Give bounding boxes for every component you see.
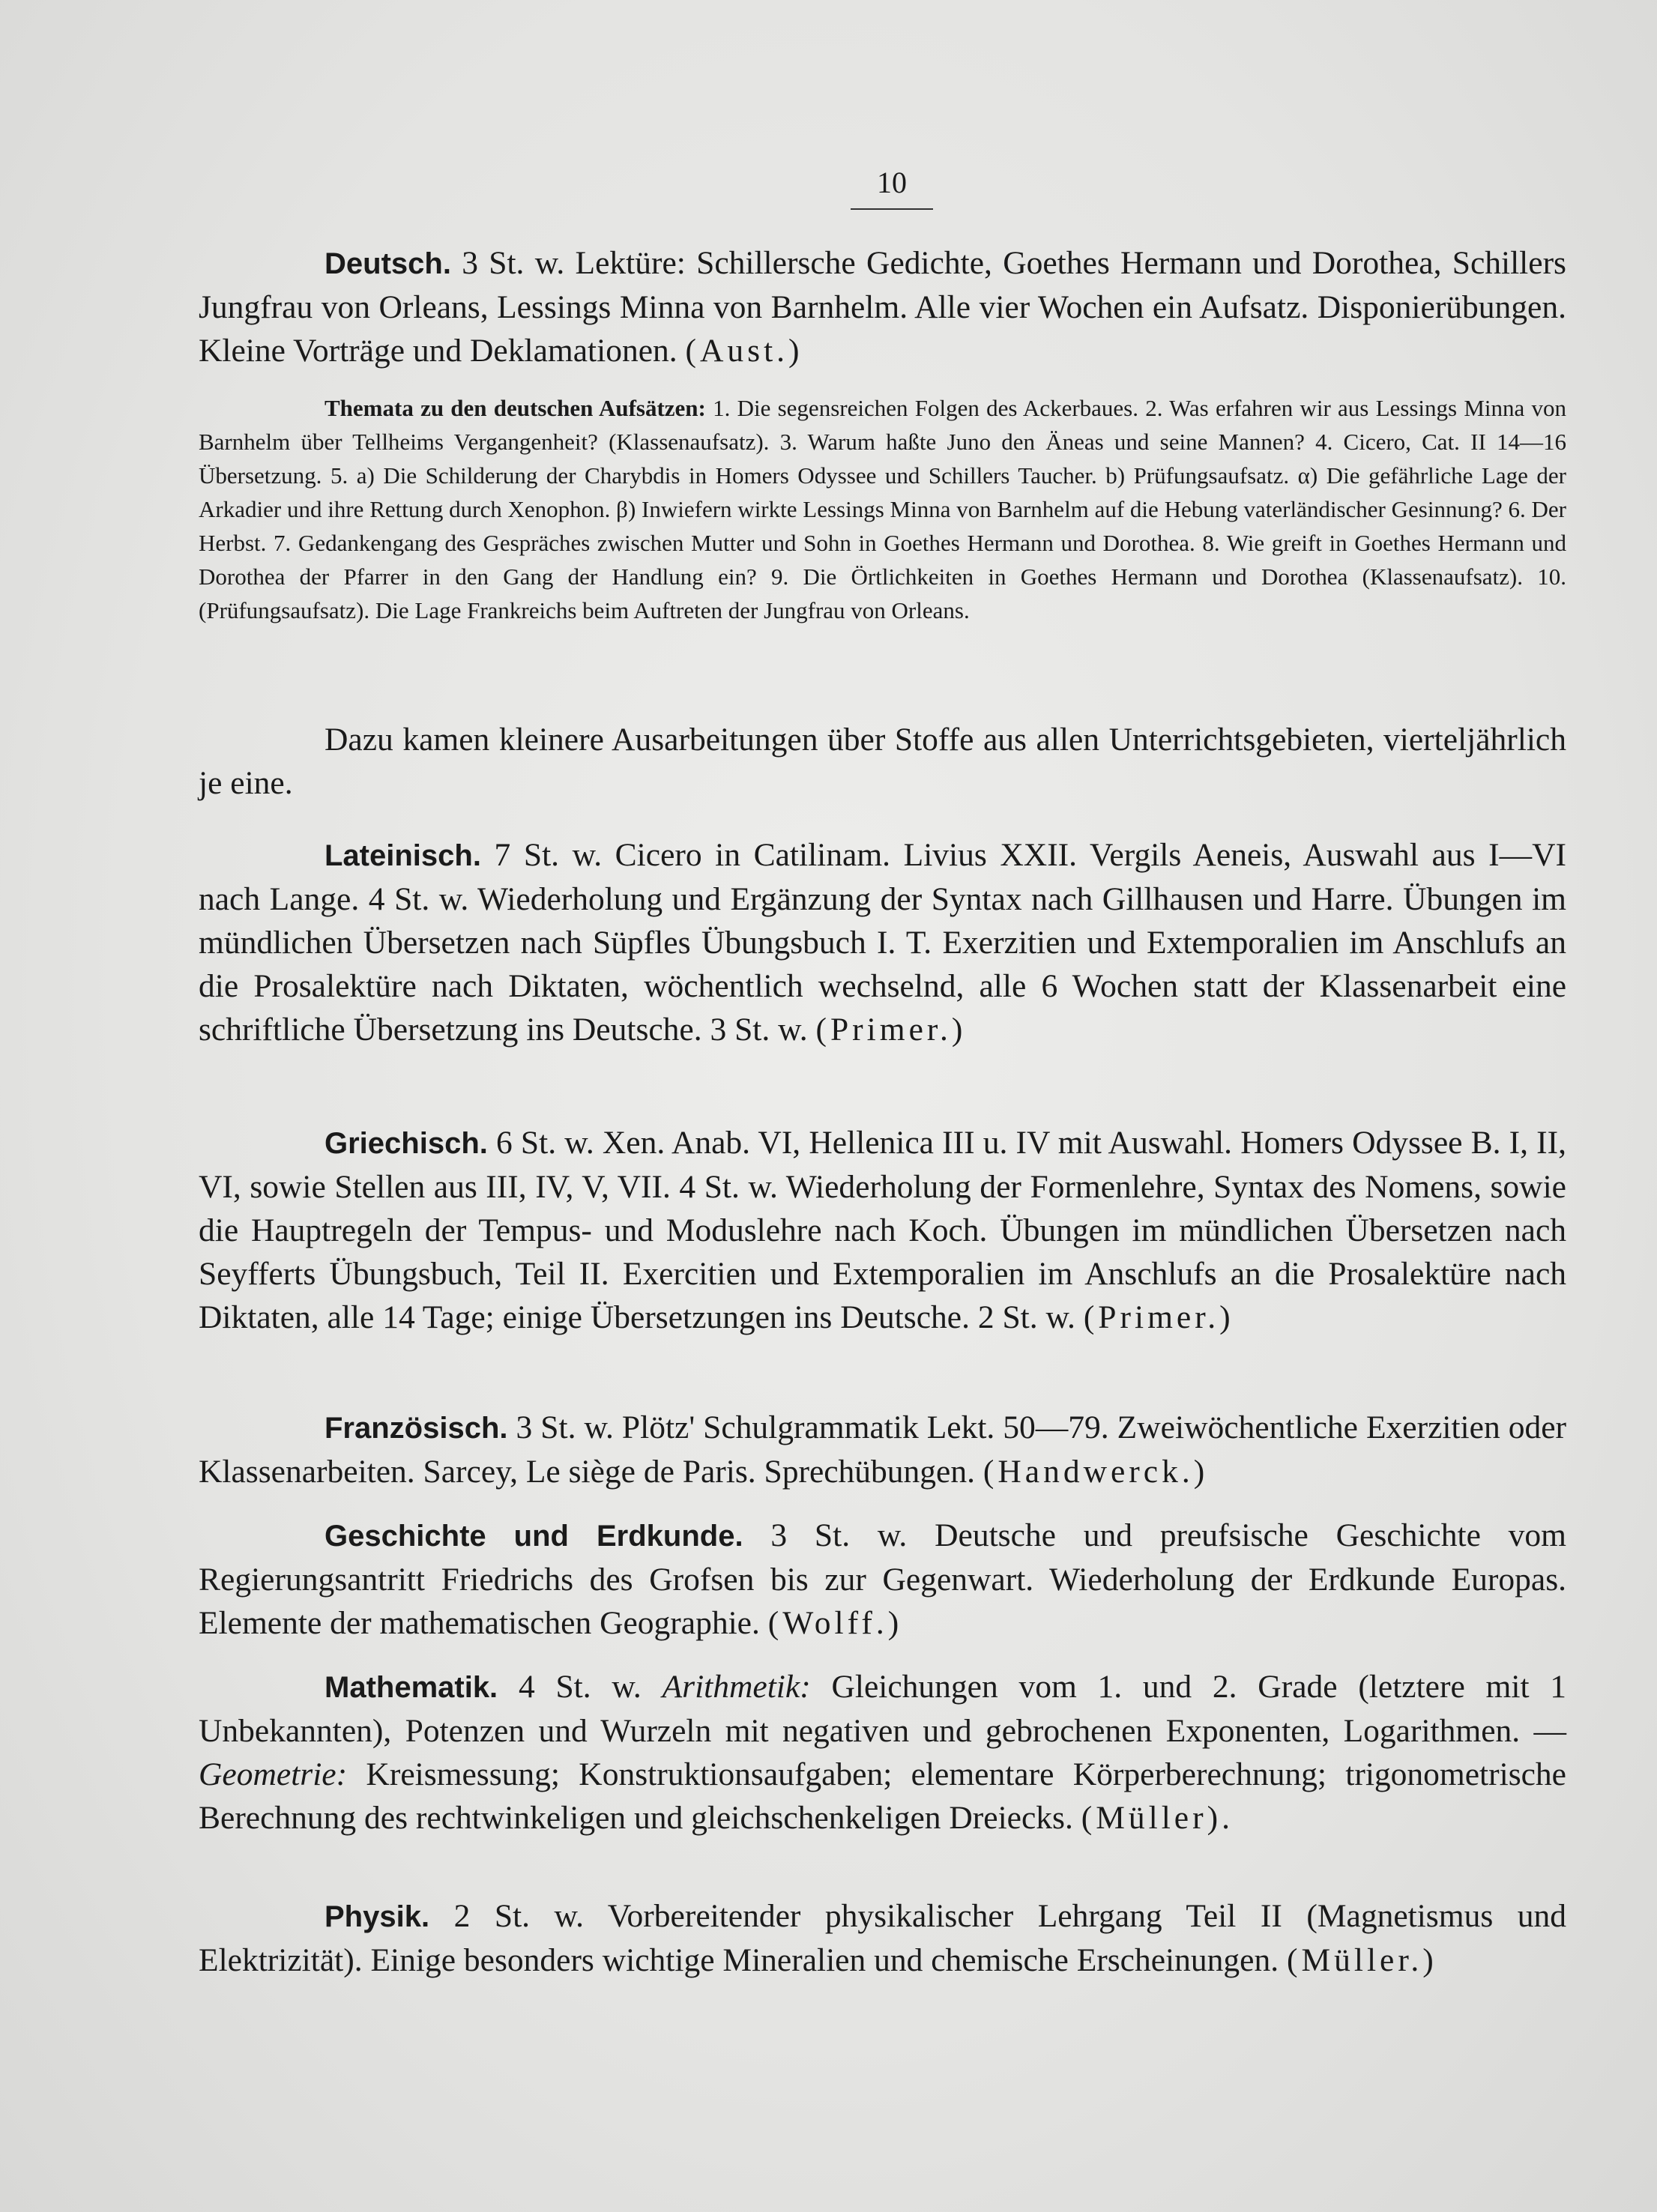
teacher-deutsch: (Aust.) [685,333,803,369]
heading-mathematik: Mathematik. [325,1671,498,1704]
heading-franzoesisch: Französisch. [325,1412,508,1445]
body-franzoesisch: 3 St. w. Plötz' Schulgrammatik Lekt. 50—79. Zweiwöchentliche Exerzitien oder Klassenarbeiten. Sarcey, Le siège de Paris. Sprechübungen. [199,1409,1567,1490]
body-themata: 1. Die segensreichen Folgen des Ackerbaues. 2. Was erfahren wir aus Lessings Minna von Barnhelm über Tellheims Vergangenheit? (Klassenaufsatz). 3. Warum haßte Juno den Äneas und seine Mannen? 4. Cicero, Cat. II 14—16 Übersetzung. 5. a) Die Schilderung der Charybdis in Homers Odyssee und Schillers Taucher. b) Prüfungsaufsatz. α) Die gefährliche Lage der Arkadier und ihre Rettung durch Xenophon. β) Inwiefern wirkte Lessings Minna von Barnhelm auf die Hebung vaterländischer Gesinnung? 6. Der Herbst. 7. Gedankengang des Gespräches zwischen Mutter und Sohn in Goethes Hermann und Dorothea. 8. Wie greift in Goethes Hermann und Dorothea der Pfarrer in den Gang der Handlung ein? 9. Die Örtlichkeiten in Goethes Hermann und Dorothea (Klassenaufsatz). 10. (Prüfungsaufsatz). Die Lage Frankreichs beim Auftreten der Jungfrau von Orleans. [199,395,1567,623]
teacher-mathematik: (Müller). [1081,1800,1234,1836]
intro-mathematik: 4 St. w. [518,1669,642,1705]
section-deutsch [199,241,1566,372]
heading-deutsch: Deutsch. [325,247,451,280]
section-mathematik [199,1665,1566,1840]
teacher-lateinisch: (Primer.) [815,1012,967,1048]
body-deutsch: 3 St. w. Lektüre: Schillersche Gedichte, Goethes Hermann und Dorothea, Schillers Jungfrau von Orleans, Lessings Minna von Barnhelm. Alle vier Wochen ein Aufsatz. Disponierübungen. Kleine Vorträge und Deklamationen. [199,245,1566,369]
heading-physik: Physik. [325,1900,430,1933]
teacher-griechisch: (Primer.) [1083,1299,1234,1335]
page-number-rule [851,208,933,210]
section-geschichte [199,1514,1566,1645]
body-physik: 2 St. w. Vorbereitender physikalischer Lehrgang Teil II (Magnetismus und Elektrizität). Einige besonders wichtige Mineralien und chemische Erscheinungen. [199,1898,1567,1978]
body-dazu: Dazu kamen kleinere Ausarbeitungen über Stoffe aus allen Unterrichtsgebieten, vierteljährlich je eine. [199,722,1566,801]
teacher-geschichte: (Wolff.) [767,1605,903,1641]
label-geometrie: Geometrie: [199,1756,348,1792]
heading-geschichte: Geschichte und Erdkunde. [325,1520,743,1553]
teacher-franzoesisch: (Handwerck.) [983,1454,1209,1490]
body-arithmetik: Gleichungen vom 1. und 2. Grade (letztere mit 1 Unbekannten), Potenzen und Wurzeln mit negativen und gebrochenen Exponenten, Logarithmen. — [199,1669,1567,1749]
section-lateinisch [199,833,1566,1051]
heading-griechisch: Griechisch. [325,1127,488,1160]
heading-lateinisch: Lateinisch. [325,839,481,872]
page-number: 10 [877,166,907,199]
body-griechisch: 6 St. w. Xen. Anab. VI, Hellenica III u. IV mit Auswahl. Homers Odyssee B. I, II, VI, sowie Stellen aus III, IV, V, VII. 4 St. w. Wiederholung der Formenlehre, Syntax des Nomens, sowie die Hauptregeln der Tempus- und Moduslehre nach Koch. Übungen im mündlichen Übersetzen nach Seyfferts Übungsbuch, Teil II. Exercitien und Extemporalien im Anschlufs an die Prosalektüre nach Diktaten, alle 14 Tage; einige Übersetzungen ins Deutsche. 2 St. w. [199,1125,1566,1335]
section-physik [199,1894,1566,1982]
body-geometrie: Kreismessung; Konstruktionsaufgaben; elementare Körperberechnung; trigonometrische Berechnung des rechtwinkeligen und gleichschenkeligen Dreiecks. [199,1756,1566,1836]
teacher-physik: (Müller.) [1286,1942,1437,1978]
section-franzoesisch [199,1406,1566,1493]
section-themata [199,391,1566,627]
heading-themata: Themata zu den deutschen Aufsätzen: [325,395,706,421]
section-dazu [199,718,1566,805]
body-lateinisch: 7 St. w. Cicero in Catilinam. Livius XXII. Vergils Aeneis, Auswahl aus I—VI nach Lange. 4 St. w. Wiederholung und Ergänzung der Syntax nach Gillhausen und Harre. Übungen im mündlichen Übersetzen nach Süpfles Übungsbuch I. T. Exerzitien und Extemporalien im Anschlufs an die Prosalektüre nach Diktaten, wöchentlich wechselnd, alle 6 Wochen statt der Klassenarbeit eine schriftliche Übersetzung ins Deutsche. 3 St. w. [199,837,1566,1048]
body-geschichte: 3 St. w. Deutsche und preufsische Geschichte vom Regierungsantritt Friedrichs des Grofsen bis zur Gegenwart. Wiederholung der Erdkunde Europas. Elemente der mathematischen Geographie. [199,1517,1566,1641]
label-arithmetik: Arithmetik: [662,1669,811,1705]
section-griechisch [199,1121,1566,1339]
